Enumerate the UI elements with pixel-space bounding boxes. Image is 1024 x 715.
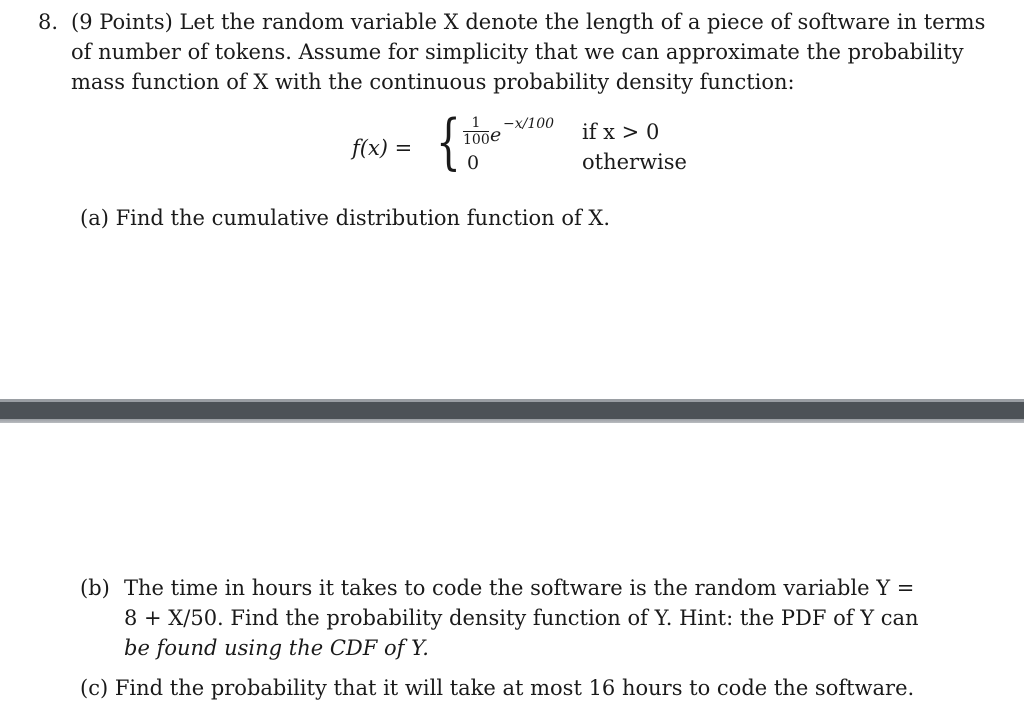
exponential-base: e: [490, 124, 502, 146]
part-b-line-1: The time in hours it takes to code the software is the random variable Y =: [124, 576, 915, 600]
case-2-value: 0: [467, 152, 480, 174]
exponent: −x/100: [503, 116, 555, 132]
question-number: 8.: [38, 10, 59, 34]
case-2-condition: otherwise: [582, 150, 687, 174]
fraction: [463, 116, 489, 147]
fraction-numerator: 1: [471, 115, 481, 131]
question-line-2: of number of tokens. Assume for simplicity that we can approximate the probability: [71, 40, 964, 64]
part-b-line-3: be found using the CDF of Y.: [124, 636, 429, 660]
equation-lhs: f(x) =: [352, 136, 413, 160]
question-line-3: mass function of X with the continuous probability density function:: [71, 70, 795, 94]
part-a: (a) Find the cumulative distribution function of X.: [80, 206, 611, 230]
pdf-equation: [340, 107, 700, 190]
question-line-1: (9 Points) Let the random variable X denote the length of a piece of software in terms: [71, 10, 986, 34]
part-b-label: (b): [80, 576, 110, 600]
part-c: (c) Find the probability that it will take at most 16 hours to code the software.: [80, 676, 915, 700]
page-divider: [0, 399, 1024, 423]
left-brace: {: [436, 107, 461, 177]
part-b-line-2: 8 + X/50. Find the probability density function of Y. Hint: the PDF of Y can: [124, 606, 919, 630]
case-1-condition: if x > 0: [582, 120, 660, 144]
fraction-denominator: 100: [463, 132, 490, 148]
